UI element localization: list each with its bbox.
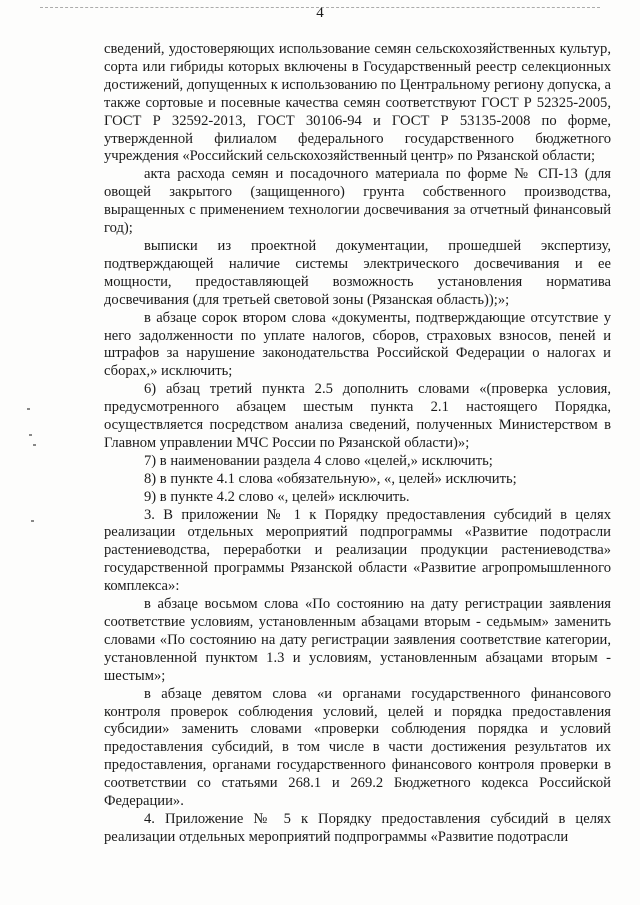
- paragraph: 4. Приложение № 5 к Порядку предоставления субсидий в целях реализации отдельных мероприятий подпрограммы «Развитие подотрасли: [104, 810, 611, 845]
- paragraph: акта расхода семян и посадочного материала по форме № СП-13 (для овощей закрытого (защищенного) грунта собственного производства, выращенных с применением технологии досвечивания за отчетный финансовый год);: [104, 166, 611, 237]
- paragraph: 9) в пункте 4.2 слово «, целей» исключить.: [144, 488, 410, 505]
- paragraph: 6) абзац третий пункта 2.5 дополнить словами «(проверка условия, предусмотренного абзацем шестым пункта 2.1 настоящего Порядка, осуществляется посредством анализа сведений, полученных Министерством в Главном управлении МЧС России по Рязанской области)»;: [104, 381, 611, 451]
- paragraph: выписки из проектной документации, прошедшей экспертизу, подтверждающей наличие системы электрического досвечивания и ее мощности, предоставляющей возможность установления норматива досвечивания (для третьей световой зоны (Рязанская область));»;: [104, 237, 611, 308]
- page-number: 4: [316, 5, 324, 21]
- scan-margin-mark: [27, 408, 30, 410]
- paragraph: в абзаце восьмом слова «По состоянию на дату регистрации заявления соответствие условиям, установленным абзацами вторым - седьмым» заменить словами «По состоянию на дату регистрации заявления соответствие категории, установленной пунктом 1.3 и условиям, установленным абзацами вторым - шестым»;: [104, 596, 611, 684]
- scan-margin-mark: [31, 520, 34, 522]
- paragraph: 8) в пункте 4.1 слова «обязательную», «, целей» исключить;: [144, 470, 517, 487]
- document-body: [104, 41, 611, 847]
- paragraph: 3. В приложении № 1 к Порядку предоставления субсидий в целях реализации отдельных мероприятий подпрограммы «Развитие подотрасли растениеводства, переработки и реализации продукции растениеводства» государственной программы Рязанской области «Развитие агропромышленного комплекса»:: [104, 506, 611, 595]
- scan-margin-mark: [29, 434, 32, 436]
- paragraph: в абзаце девятом слова «и органами государственного финансового контроля проверок соблюдения условий, целей и порядка предоставления субсидии» заменить словами «проверки соблюдения порядка и условий предоставления субсидий, в том числе в части достижения результатов их предоставления, органами государственного финансового контроля проверки в соответствии со статьями 268.1 и 269.2 Бюджетного кодекса Российской Федерации».: [104, 685, 611, 810]
- paragraph: сведений, удостоверяющих использование семян сельскохозяйственных культур, сорта или гибриды которых включены в Государственный реестр селекционных достижений, допущенных к использованию по Центральному региону допуска, а также сортовые и посевные качества семян соответствуют ГОСТ Р 52325-2005, ГОСТ Р 32592-2013, ГОСТ 30106-94 и ГОСТ Р 53135-2008 по форме, утвержденной филиалом федерального государственного бюджетного учреждения «Российский сельскохозяйственный центр» по Рязанской области;: [104, 41, 611, 165]
- paragraph: 7) в наименовании раздела 4 слово «целей,» исключить;: [144, 452, 493, 469]
- scan-margin-mark: [33, 444, 36, 446]
- paragraph: в абзаце сорок втором слова «документы, подтверждающие отсутствие у него задолженности по уплате налогов, сборов, страховых взносов, пеней и штрафов за нарушение законодательства Российской Федерации о налогах и сборах,» исключить;: [104, 309, 611, 380]
